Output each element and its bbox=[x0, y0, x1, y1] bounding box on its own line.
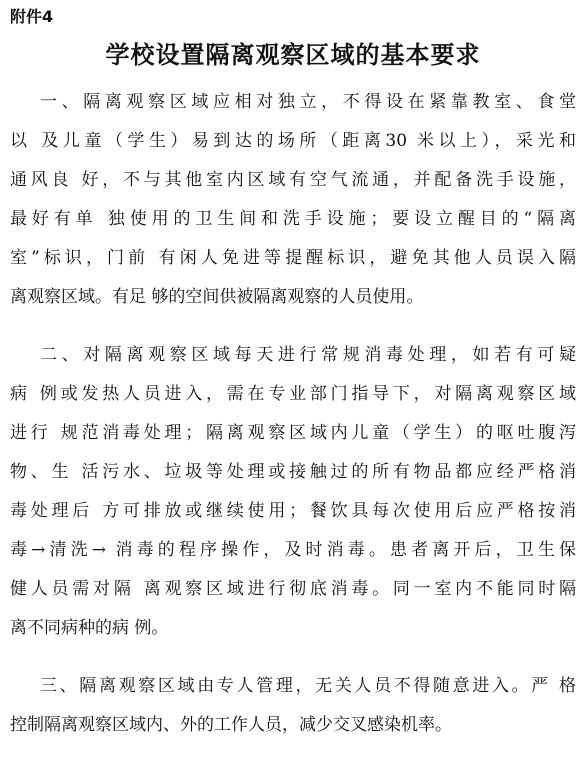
paragraph-2-line-7: 健人员需对隔 离观察区域进行彻底消毒。同一室内不能同时隔 bbox=[10, 579, 576, 599]
paragraph-2-line-5: 毒处理后 方可排放或继续使用；餐饮具每次使用后应严格按消 bbox=[10, 501, 576, 521]
paragraph-2-line-8: 离不同病种的病 例。 bbox=[10, 618, 169, 638]
paragraph-2-line-1: 二、对隔离观察区域每天进行常规消毒处理，如若有可疑 bbox=[40, 345, 576, 365]
paragraph-1-line-2: 以 及儿童（学生）易到达的场所（距离30 米以上），采光和 bbox=[10, 131, 576, 151]
paragraph-1-line-1: 一、隔离观察区域应相对独立，不得设在紧靠教室、食堂 bbox=[40, 92, 576, 112]
paragraph-1-line-4: 最好有单 独使用的卫生间和洗手设施；要设立醒目的“隔离 bbox=[10, 209, 576, 229]
paragraph-2-line-6: 毒→清洗→ 消毒的程序操作，及时消毒。患者离开后，卫生保 bbox=[10, 540, 576, 560]
page-title: 学校设置隔离观察区域的基本要求 bbox=[105, 40, 481, 69]
paragraph-3-line-1: 三、隔离观察区域由专人管理，无关人员不得随意进入。严 格 bbox=[40, 676, 576, 696]
paragraph-2-line-2: 病 例或发热人员进入，需在专业部门指导下，对隔离观察区域 bbox=[10, 384, 576, 404]
paragraph-1-line-6: 离观察区域。有足 够的空间供被隔离观察的人员使用。 bbox=[10, 287, 424, 307]
paragraph-1-line-3: 通风良 好，不与其他室内区域有空气流通，并配备洗手设施， bbox=[10, 170, 576, 190]
attachment-label: 附件4 bbox=[10, 7, 54, 26]
paragraph-1-line-5: 室”标识，门前 有闲人免进等提醒标识，避免其他人员误入隔 bbox=[10, 248, 576, 268]
paragraph-3-line-2: 控制隔离观察区域内、外的工作人员，减少交叉感染机率。 bbox=[10, 715, 452, 735]
paragraph-2-line-3: 进行 规范消毒处理；隔离观察区域内儿童（学生）的呕吐腹泻 bbox=[10, 423, 576, 443]
paragraph-2-line-4: 物、生 活污水、垃圾等处理或接触过的所有物品都应经严格消 bbox=[10, 462, 576, 482]
